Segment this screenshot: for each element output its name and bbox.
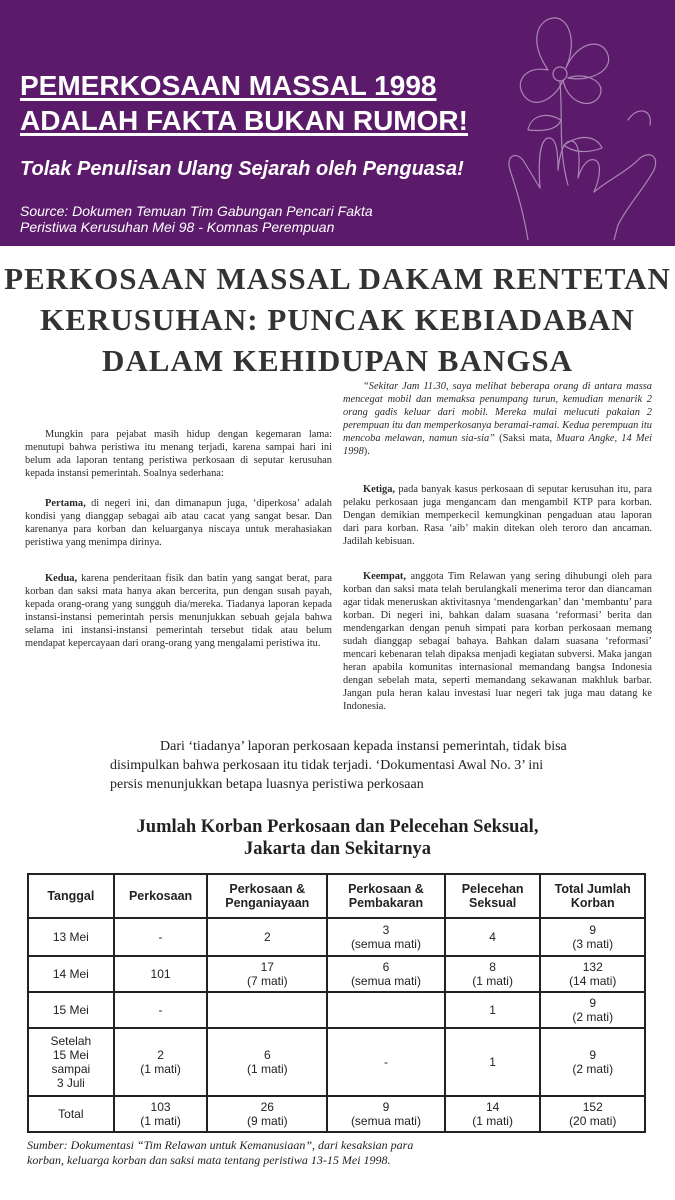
- header-pelecehan-line-1: Pelecehan: [461, 882, 524, 896]
- cell-tanggal: [28, 1028, 114, 1096]
- cell-perkosaan-line: -: [158, 930, 163, 944]
- cell-total-line: (3 mati): [572, 937, 614, 951]
- cell-penganiayaan: [207, 956, 327, 992]
- cell-pelecehan-line: 1: [489, 1003, 496, 1017]
- cell-pelecehan-line: (1 mati): [472, 974, 513, 988]
- cell-total: [540, 1028, 645, 1096]
- banner-headline: [20, 68, 468, 138]
- header-banner: [0, 0, 675, 246]
- header-total-line-2: Korban: [570, 896, 615, 910]
- header-tanggal: Tanggal: [28, 874, 114, 918]
- cell-tanggal-line: 13 Mei: [52, 930, 89, 944]
- cell-total: [540, 956, 645, 992]
- cell-penganiayaan-line: 6: [263, 1048, 271, 1062]
- document-title-line-1: PERKOSAAN MASSAL DAKAM RENTETAN: [4, 261, 671, 296]
- cell-penganiayaan: [207, 1028, 327, 1096]
- table-row: [28, 1096, 645, 1132]
- headline-line-1: PEMERKOSAAN MASSAL 1998: [20, 70, 437, 101]
- quote-place: Muara Angke, 14 Mei 1998: [343, 433, 653, 457]
- cell-penganiayaan: [207, 992, 327, 1028]
- victims-table: [27, 873, 646, 1133]
- quote-text: “Sekitar Jam 11.30, saya melihat beberapa orang di antara massa mencegat mobil dan memaksa penumpang turun, kemudian menarik 2 orang gadis keluar dari mobil. Mereka mulai melucuti pakaian 2 perempuan itu dan memperkosanya beramai-ramai. Kedua perempuan itu mencoba melawan, namun sia-sia”: [343, 381, 652, 444]
- banner-tagline: Tolak Penulisan Ulang Sejarah oleh Penguasa!: [20, 158, 464, 180]
- cell-pelecehan-line: 14: [485, 1100, 500, 1114]
- table-header-row: [28, 874, 645, 918]
- cell-tanggal-line: 15 Mei: [52, 1048, 89, 1062]
- cell-penganiayaan-line: (1 mati): [246, 1062, 288, 1076]
- cell-total-line: (14 mati): [569, 974, 617, 988]
- cell-perkosaan: [114, 992, 208, 1028]
- cell-perkosaan-line: (1 mati): [140, 1114, 181, 1128]
- cell-penganiayaan-line: (7 mati): [246, 974, 288, 988]
- cell-tanggal-line: 3 Juli: [56, 1076, 85, 1090]
- cell-penganiayaan-line: 17: [260, 960, 274, 974]
- cell-perkosaan: [114, 1096, 208, 1132]
- header-pembakaran-line-2: Pembakaran: [348, 896, 424, 910]
- document-title-line-2: KERUSUHAN: PUNCAK KEBIADABAN: [40, 302, 635, 337]
- cell-perkosaan-line: (1 mati): [140, 1062, 181, 1076]
- cell-perkosaan-line: -: [158, 1003, 163, 1017]
- cell-total-line: (20 mati): [569, 1114, 617, 1128]
- cell-pembakaran: [327, 1028, 445, 1096]
- cell-perkosaan-line: 103: [150, 1100, 171, 1114]
- quote-end: ).: [363, 446, 370, 457]
- cell-pelecehan: [445, 1028, 541, 1096]
- cell-pembakaran: [327, 918, 445, 956]
- cell-perkosaan: [114, 918, 208, 956]
- cell-tanggal-line: Setelah: [50, 1034, 92, 1048]
- header-total-line-1: Total Jumlah: [554, 882, 631, 896]
- table-title-line-2: Jakarta dan Sekitarnya: [243, 839, 432, 859]
- footnote-line-2: korban, keluarga korban dan saksi mata tentang peristiwa 13-15 Mei 1998.: [27, 1153, 391, 1167]
- ketiga-lead: Ketiga,: [363, 484, 396, 495]
- cell-penganiayaan-line: 2: [263, 930, 271, 944]
- header-pembakaran: [327, 874, 445, 918]
- cell-total-line: 9: [589, 996, 597, 1010]
- header-penganiayaan: [207, 874, 327, 918]
- summary-text: Dari ‘tiadanya’ laporan perkosaan kepada instansi pemerintah, tidak bisa disimpulkan bahwa perkosaan itu tidak terjadi. ‘Dokumentasi Awal No. 3’ ini persis menunjukkan betapa luasnya peristiwa perkosaan: [110, 739, 567, 792]
- ketiga-text: pada banyak kasus perkosaan di seputar kerusuhan itu, para pelaku perkosaan juga mengancam dan mengambil KTP para korban. Dengan demikian memperkecil kemungkinan pengaduan atau laporan dari para korban. Rasa ‘aib’ makin ditekan oleh teroro dan ancaman. Jadilah kebisuan.: [343, 484, 652, 547]
- cell-perkosaan: [114, 956, 208, 992]
- cell-total-line: 9: [589, 923, 597, 937]
- header-penganiayaan-line-2: Penganiayaan: [225, 896, 310, 910]
- summary-paragraph: [110, 737, 570, 794]
- cell-pelecehan-line: 1: [489, 1055, 496, 1069]
- cell-total-line: (2 mati): [572, 1010, 614, 1024]
- cell-pembakaran-line: 6: [382, 960, 390, 974]
- left-paragraph-intro: [25, 428, 332, 480]
- cell-pelecehan: [445, 992, 541, 1028]
- table-title: [0, 816, 675, 860]
- source-line-2: Peristiwa Kerusuhan Mei 98 - Komnas Perempuan: [20, 219, 335, 235]
- table-row: [28, 992, 645, 1028]
- table-row: [28, 1028, 645, 1096]
- left-paragraph-kedua: [25, 572, 332, 650]
- table-title-line-1: Jumlah Korban Perkosaan dan Pelecehan Seksual,: [136, 817, 539, 837]
- cell-tanggal: [28, 956, 114, 992]
- document-title-line-3: DALAM KEHIDUPAN BANGSA: [102, 343, 573, 378]
- kedua-text: karena penderitaan fisik dan batin yang sangat berat, para korban dan saksi mata hanya akan bercerita, pun dengan susah payah, kepada orang-orang yang sungguh dia/mereka. Tiadanya laporan kepada instansi-instansi pemerintah persis menunjukkan sebuah gejala bahwa selama ini instansi-instansi pemerintah tersebut tidak atau belum mendapat kepercayaan dari orang-orang yang mengalami peristiwa itu.: [25, 573, 332, 649]
- cell-pembakaran-line: 9: [382, 1100, 390, 1114]
- table-footnote: [27, 1138, 647, 1168]
- source-line-1: Source: Dokumen Temuan Tim Gabungan Pencari Fakta: [20, 203, 373, 219]
- cell-pembakaran-line: (semua mati): [350, 974, 421, 988]
- cell-pelecehan-line: 8: [489, 960, 496, 974]
- cell-pembakaran: [327, 992, 445, 1028]
- footnote-line-1: Sumber: Dokumentasi “Tim Relawan untuk Kemanusiaan”, dari kesaksian para: [27, 1138, 414, 1152]
- cell-pelecehan: [445, 1096, 541, 1132]
- cell-pembakaran-line: (semua mati): [350, 937, 421, 951]
- cell-penganiayaan-line: 26: [260, 1100, 274, 1114]
- left-paragraph-pertama: [25, 497, 332, 549]
- cell-total-line: 132: [582, 960, 603, 974]
- cell-pembakaran-line: 3: [382, 923, 390, 937]
- cell-tanggal: [28, 1096, 114, 1132]
- cell-total-line: 9: [589, 1048, 597, 1062]
- cell-pelecehan: [445, 918, 541, 956]
- right-paragraph-ketiga: [343, 483, 652, 548]
- header-penganiayaan-line-1: Perkosaan &: [229, 882, 306, 896]
- cell-tanggal-line: sampai: [51, 1062, 91, 1076]
- document-title: [0, 258, 675, 381]
- cell-penganiayaan: [207, 918, 327, 956]
- right-quote: [343, 380, 652, 458]
- header-pelecehan-line-2: Seksual: [468, 896, 517, 910]
- cell-pelecehan-line: 4: [489, 930, 496, 944]
- header-total: [540, 874, 645, 918]
- cell-pelecehan: [445, 956, 541, 992]
- cell-tanggal: [28, 992, 114, 1028]
- flower-hand-illustration: [468, 10, 668, 240]
- table-row: [28, 918, 645, 956]
- cell-total-line: 152: [582, 1100, 603, 1114]
- cell-pembakaran-line: (semua mati): [350, 1114, 421, 1128]
- cell-tanggal-line: 15 Mei: [52, 1003, 89, 1017]
- cell-total: [540, 918, 645, 956]
- cell-tanggal: [28, 918, 114, 956]
- right-paragraph-keempat: [343, 570, 652, 713]
- cell-penganiayaan: [207, 1096, 327, 1132]
- left-paragraph-intro-text: Mungkin para pejabat masih hidup dengan kegemaran lama: menutupi bahwa peristiwa itu menang terjadi, karena sampai hari ini belum ada laporan tentang peristiwa perkosaan di seputar kerusuhan kepada instansi pemerintah. Soalnya sederhana:: [25, 429, 332, 479]
- banner-source: [20, 203, 373, 235]
- cell-tanggal-line: Total: [58, 1107, 84, 1121]
- cell-perkosaan-line: 2: [157, 1048, 164, 1062]
- cell-perkosaan-line: 101: [150, 967, 171, 981]
- cell-tanggal-line: 14 Mei: [52, 967, 89, 981]
- keempat-text: anggota Tim Relawan yang sering dihubungi oleh para korban dan saksi mata telah berulangkali menerima teror dan diancaman agar tidak meneruskan aktivitasnya ‘mendengarkan’ dan ‘membantu’ para korban. Di negeri ini, bahkan dalam suasana ‘reformasi’ berita dan mendengarkan dengan penuh simpati para korban perkosaan memang sudah dianggap sebagai bahaya. Bahkan dalam suasana ‘reformasi’ mencari kebenaran telah dipaksa menjadi kegiatan subversi. Maka jangan heran apabila komunitas internasional memandang bangsa Indonesia dengan sebelah mata, seperti memandang sekawanan makhluk barbar. Jangan pula heran kalau investasi luar negeri tak juga mau datang ke Indonesia.: [343, 571, 652, 712]
- pertama-lead: Pertama,: [45, 498, 86, 509]
- cell-total: [540, 1096, 645, 1132]
- keempat-lead: Keempat,: [363, 571, 406, 582]
- kedua-lead: Kedua,: [45, 573, 78, 584]
- header-pembakaran-line-1: Perkosaan &: [348, 882, 424, 896]
- headline-line-2: ADALAH FAKTA BUKAN RUMOR!: [20, 105, 468, 136]
- pertama-text: di negeri ini, dan dimanapun juga, ‘diperkosa’ adalah kondisi yang dianggap sebagai aib atau cacat yang sangat besar. Dan karenanya para korban dan keluarganya niscaya untuk merahasiakan peristiwa yang menimpa dirinya.: [25, 498, 332, 548]
- quote-attribution: (Saksi mata,: [494, 433, 557, 444]
- cell-total-line: (2 mati): [572, 1062, 614, 1076]
- cell-perkosaan: [114, 1028, 208, 1096]
- header-perkosaan: Perkosaan: [114, 874, 208, 918]
- header-pelecehan: [445, 874, 541, 918]
- cell-total: [540, 992, 645, 1028]
- cell-pembakaran-line: -: [383, 1055, 388, 1069]
- cell-pembakaran: [327, 1096, 445, 1132]
- cell-pelecehan-line: (1 mati): [472, 1114, 513, 1128]
- cell-penganiayaan-line: (9 mati): [246, 1114, 288, 1128]
- cell-pembakaran: [327, 956, 445, 992]
- table-row: [28, 956, 645, 992]
